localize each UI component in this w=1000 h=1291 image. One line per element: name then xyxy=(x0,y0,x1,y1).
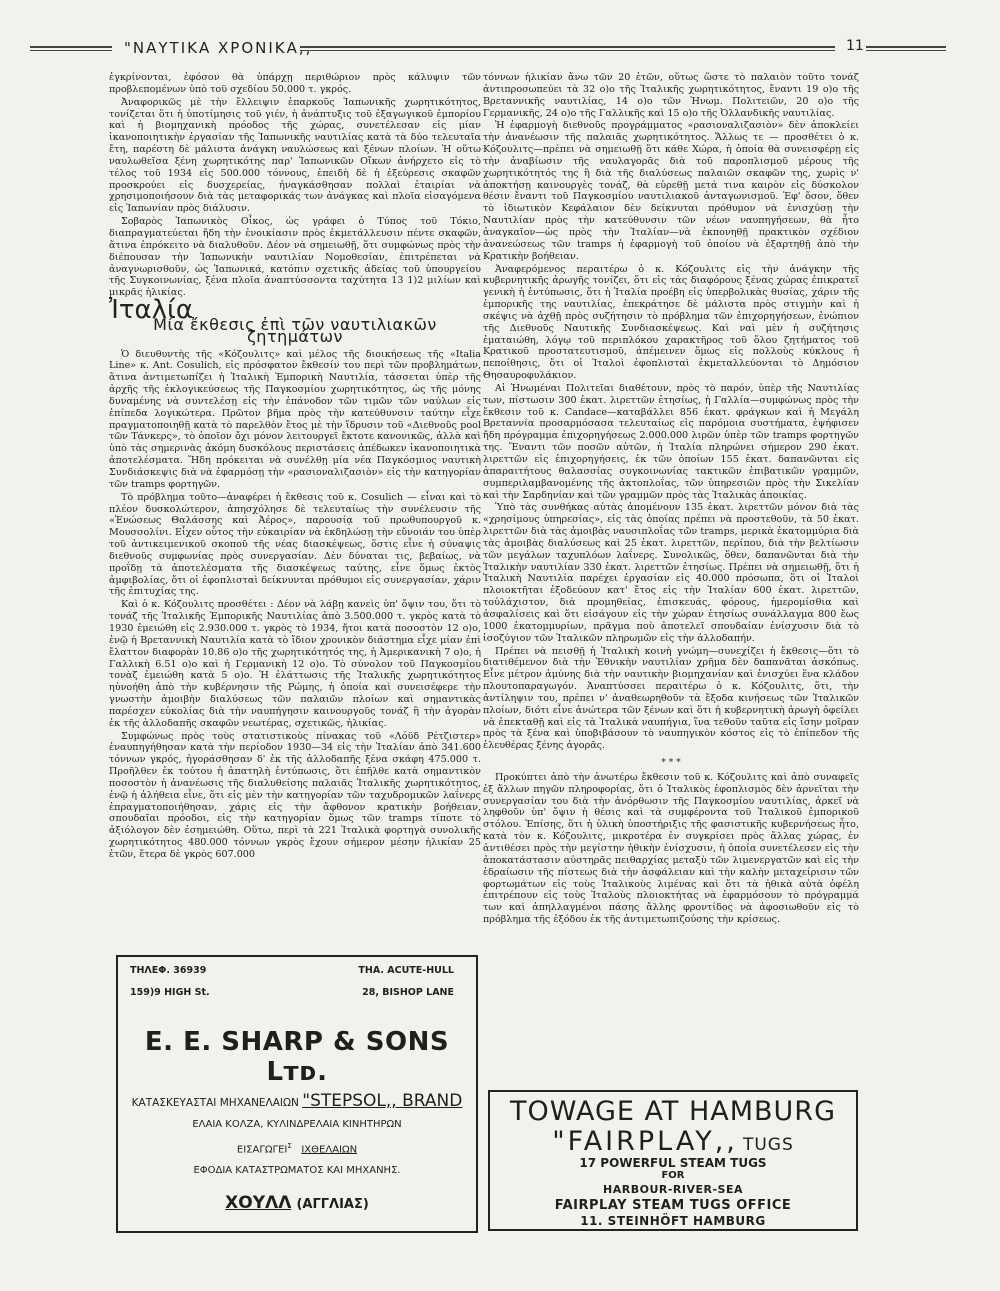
paragraph: Αἱ Ἡνωμέναι Πολιτεῖαι διαθέτουν, πρὸς τὸ παρόν, ὑπὲρ τῆς Ναυτιλίας των, πίστωσιν 300 ἑκατ. λιρεττῶν ἐτησίως, ἡ Γαλλία—συμφώνως πρὸς τὴν ἔκθεσιν τοῦ κ. Candace—καταβάλλει 856 ἑκατ. φράγκων καὶ ἡ Μεγάλη Βρεταννία προσαρμόσασα τελευταίως εἰς παρόμοια συστήματα, ἐψήφισεν ἤδη πρόγραμμα ἐπιχορηγήσεως 2.000.000 λιρῶν ὑπὲρ τῶν tramps φορτηγῶν της. Ἔναντι τῶν ποσῶν αὐτῶν, ἡ Ἰταλία πληρώνει σήμερον 290 ἑκατ. λιρεττῶν εἰς ἐπιχορηγήσεις, ἐκ τῶν ὁποίων 155 ἑκατ. δαπανῶνται εἰς ἀπαραιτήτους θαλασσίας συγκοινωνίας τακτικῶν ἐπιβατικῶν γραμμῶν, συμπεριλαμβανομένης τῆς ἀκτοπλοΐας, τῶν ὑπηρεσιῶν πρὸς τὴν Σικελίαν καὶ τὴν Σαρδηνίαν καὶ τῶν γραμμῶν πρὸς τὰς Ἰταλικὰς ἀποικίας. xyxy=(483,382,859,501)
header-rule-end xyxy=(866,46,946,51)
ad-line-imports xyxy=(118,1142,476,1155)
paragraph: Ἀναφορικῶς μὲ τὴν ἔλλειψιν ἐπαρκοῦς Ἰαπωνικῆς χωρητικότητος, τονίζεται ὅτι ἡ ὑποτίμησις τοῦ γιέν, ἡ ἀνάπτυξις τοῦ ἐξαγωγικοῦ ἐμπορίου καὶ ἡ βιομηχανικὴ πρόοδος τῆς χώρας, συνετέλεσαν εἰς μίαν ἱκανοποιητικὴν ἐργασίαν τῆς Ἰαπωνικῆς ναυτιλίας κατὰ τὰ δύο τελευταῖα ἔτη, παρέστη δὲ μάλιστα ἀνάγκη ναυλώσεως καὶ ξένων πλοίων. Ἡ οὕτω ναυλωθεῖσα ξένη χωρητικότης παρ' Ἰαπωνικῶν Οἴκων ἀνήρχετο εἰς τὸ τέλος τοῦ 1934 εἰς 500.000 τόννους, ἐπειδὴ δὲ ἡ ἐξεύρεσις σκαφῶν προσκρούει εἰς δυσχερείας, ἠναγκάσθησαν πολλαὶ ἑταιρίαι νὰ χρησιμοποιήσουν διὰ τὰς μεταφορικάς των ἀνάγκας καὶ πλοῖα εἰσαγόμενα εἰς Ἰαπωνίαν πρὸς διάλυσιν. xyxy=(109,96,481,215)
paragraph: Καὶ ὁ κ. Κόζουλιτς προσθέτει : Δέον νὰ λάβῃ κανεὶς ὑπ' ὄψιν του, ὅτι τὸ τονάζ τῆς Ἰταλικῆς Ἐμπορικῆς Ναυτιλίας ἀπὸ 3.500.000 τ. γκρὸς κατὰ τὸ 1930 ἐμειώθη εἰς 2.930.000 τ. γκρὸς τὸ 1934, ἤτοι κατὰ ποσοστὸν 12 ο)ο, ἐνῷ ἡ Βρεταννικὴ Ναυτιλία κατὰ τὸ ἴδιον χρονικὸν διάστημα εἶχε μίαν ἐπὶ ἔλαττον διαφορὰν 10.86 ο)ο τῆς χωρητικότητός της, ἡ Ἀμερικανικὴ 7 ο)ο, ἡ Γαλλικὴ 6.51 ο)ο καὶ ἡ Γερμανικὴ 12 ο)ο. Τὸ σύνολον τοῦ Παγκοσμίου τονὰζ ἐμειώθη κατὰ 5 ο)ο. Ἡ ἐλάττωσις τῆς Ἰταλικῆς χωρητικότητος ηὐνοήθη ἀπὸ τὴν κυβέρνησιν τῆς Ρώμης, ἡ ὁποία καὶ συνεισέφερε τὴν γνωστὴν ἀμοιβὴν διαλύσεως τῶν παλαιῶν πλοίων καὶ σημαντικὰς παρέσχεν εὐκολίας διὰ τὴν ναυπήγησιν καινουργοῦς τονάζ ἢ τὴν ἀγορὰν ἐκ τῆς ἀλλοδαπῆς σκαφῶν νεωτέρας, σχετικῶς, ἡλικίας. xyxy=(109,599,481,729)
ad-office-address: 11. STEINHÖFT HAMBURG xyxy=(580,1214,766,1228)
article-heading: Μία ἔκθεσις ἐπὶ τῶν ναυτιλιακῶν ζητημάτων xyxy=(153,314,437,346)
ad-harbour-river-sea: HARBOUR-RIVER-SEA xyxy=(603,1183,743,1196)
paragraph: ἐγκρίνονται, ἐφόσον θὰ ὑπάρχῃ περιθώριον πρὸς κάλυψιν τῶν προβλεπομένων ὑπὸ τοῦ σχεδίου 50.000 τ. γκρός. xyxy=(109,72,481,95)
ad-tugs-word: TUGS xyxy=(742,1135,794,1155)
ad-powerful-tugs: 17 POWERFUL STEAM TUGS xyxy=(579,1156,767,1170)
ad-footer-location xyxy=(118,1193,476,1213)
section-heading-italy: Ἰταλία xyxy=(109,295,193,326)
ad-office: FAIRPLAY STEAM TUGS OFFICE xyxy=(554,1198,792,1213)
section-separator: * * * xyxy=(661,758,681,769)
ad-towage-headline: TOWAGE AT HAMBURG xyxy=(509,1096,836,1127)
ad-street-address-right: 28, BISHOP LANE xyxy=(362,987,454,998)
advertisement-fairplay-tugs xyxy=(488,1090,858,1231)
right-column xyxy=(483,72,859,927)
paragraph: Προκύπτει ἀπὸ τὴν ἀνωτέρω ἔκθεσιν τοῦ κ. Κόζουλιτς καὶ ἀπὸ συναφεῖς ἐξ ἄλλων πηγῶν πληροφορίας, ὅτι ὁ Ἰταλικὸς ἐφοπλισμὸς δὲν ἀρνεῖται τὴν συνεργασίαν του διὰ τὴν ἀνόρθωσιν τῆς Παγκοσμίου ναυτιλίας, ἀρκεῖ νὰ ληφθοῦν ὑπ' ὄψιν ἡ θέσις καὶ τὰ συμφέροντα τοῦ Ἰταλικοῦ ἐμπορικοῦ στόλου. Ἐπίσης, ὅτι ἡ ὑλικὴ ὑποστήριξις τῆς φασιστικῆς κυβερνήσεως ἦτο, κατὰ τὸν κ. Κόζουλιτς, μικροτέρα ἐν συγκρίσει πρὸς ἄλλας χώρας, ἐν ἀντιθέσει πρὸς τὴν μεγίστην ἠθικὴν ἐνίσχυσιν, ἡ ὁποία συνετέλεσεν εἰς τὴν ἀποκατάστασιν αὐστηρᾶς πειθαρχίας μεταξὺ τῶν λιμενεργατῶν καὶ εἰς τὴν ἑδραίωσιν τῆς πίστεως διὰ τὴν ἀσφάλειαν καὶ τὴν καλὴν μεταχείρισιν τῶν φορτωμάτων εἰς τοὺς Ἰταλικοὺς λιμένας καὶ ὅτι τὰ ἠθικὰ αὐτὰ ὀφέλη ἐπιτρέπουν εἰς τοὺς Ἰταλοὺς πλοιοκτήτας νὰ ἐφαρμόσουν τὸ πρόγραμμά των καὶ ἀπηλλαγμένοι πάσης ἄλλης φροντίδος νὰ ἀφοσιωθοῦν εἰς τὸ πρόβλημα τῆς ἐξόδου ἐκ τῆς ἀντιμετωπιζούσης τὴν κρίσεως. xyxy=(483,771,859,926)
paragraph: Ὑπὸ τὰς συνθήκας αὐτὰς ἀπομένουν 135 ἑκατ. λιρεττῶν μόνον διὰ τὰς «χρησίμους ὑπηρεσίας», εἰς τὰς ὁποίας πρέπει νὰ προστεθοῦν, τὰ 50 ἑκατ. λιρεττῶν διὰ τὰς ἀμοιβὰς ναυσιπλοΐας τῶν tramps, μερικὰ ἑκατομμύρια διὰ τὰς ἀμοιβὰς διαλύσεως καὶ 25 ἑκατ. λιρεττῶν, περίπου, διὰ τὴν βελτίωσιν τῶν μεγάλων ταχυπλόων λαΐνερς. Συνολικῶς, ὅθεν, δαπανῶνται διὰ τὴν Ἰταλικὴν ναυτιλίαν 330 ἑκατ. λιρεττῶν ἐτησίως. Πρέπει νὰ σημειωθῇ, ὅτι ἡ Ἰταλικὴ Ναυτιλία παρέχει ἐργασίαν εἰς 40.000 πρόσωπα, ὅτι οἱ Ἰταλοὶ πλοιοκτῆται ἐξοδεύουν κατ' ἔτος εἰς τὴν Ἰταλίαν 600 ἑκατ. λιρεττῶν, τοὐλάχιστον, διὰ προμηθείας, ἐπισκευάς, φόρους, ἠμερομίσθια καὶ ἀσφαλίσεις καὶ ὅτι εἰσάγουν εἰς τὴν χώραν ἐτησίως συνάλλαγμα 800 ἕως 1000 ἑκατομμυρίων, πρᾶγμα ποὺ ἀποτελεῖ σπουδαίαν ἐνίσχυσιν διὰ τὸ ἰσοζύγιον τῶν Ἰταλικῶν πληρωμῶν εἰς τὴν ἀλλοδαπήν. xyxy=(483,502,859,644)
ad-fairplay-name: "FAIRPLAY,, xyxy=(552,1126,738,1157)
paragraph: Ἀναφερόμενος περαιτέρω ὁ κ. Κόζουλιτς εἰς τὴν ἀνάγκην τῆς κυβερνητικῆς ἀρωγῆς τονίζει, ὅτι εἰς τὰς διαφόρους ξένας χώρας ἐπικρατεῖ γενικὴ ἡ ἐντύπωσις, ὅτι ἡ Ἰταλία προέβη εἰς ὑπερβολικὰς θυσίας, χάριν τῆς ἐμπορικῆς της ναυτιλίας, ἐπεκράτησε δὲ μάλιστα πρὸς στιγμὴν καὶ ἡ σκέψις νὰ ἀχθῇ πρὸς συζήτησιν τὸ πρόβλημα τῶν ἐπιχορηγήσεων, ἐνώπιον τῆς Διεθνοῦς Ναυτικῆς Συνδιασκέψεως. Καὶ ναὶ μὲν ἡ συζήτησις ἐματαιώθη, λόγῳ τοῦ περιπλόκου χαρακτῆρος τοῦ ὅλου ζητήματος τοῦ Κρατικοῦ προστατευτισμοῦ, ἀπέμεινεν ὅμως εἰς πολλοὺς κύκλους ἡ πεποίθησις, ὅτι οἱ Ἰταλοὶ ἐφοπλισταὶ ἐκμεταλλεύονται τὸ Δημόσιον Θησαυροφυλάκιον. xyxy=(483,263,859,382)
ad-line-oils: ΕΛΑΙΑ ΚΟΛΖΑ, ΚΥΛΙΝΔΡΕΛΑΙΑ ΚΙΝΗΤΗΡΩΝ xyxy=(192,1119,402,1130)
paragraph: τόννων ἡλικίαν ἄνω τῶν 20 ἐτῶν, οὕτως ὥστε τὸ παλαιὸν τοῦτο τονάζ ἀντιπροσωπεύει τὰ 32 ο)ο τῆς Ἰταλικῆς χωρητικότητος, ἔναντι 19 ο)ο τῆς Βρεταννικῆς ναυτιλίας, 14 ο)ο τῶν Ἡνωμ. Πολιτειῶν, 20 ο)ο τῆς Γερμανικῆς, 24 ο)ο τῆς Γαλλικῆς καὶ 15 ο)ο τῆς Ὀλλανδικῆς ναυτιλίας. xyxy=(483,72,859,119)
ad-country: (ΑΓΓΛΙΑΣ) xyxy=(296,1197,369,1212)
ad-city: ΧΟΥΛΛ xyxy=(225,1193,292,1213)
ad-brand-name: "STEPSOL,, BRAND xyxy=(302,1091,463,1111)
paragraph: Σοβαρὸς Ἰαπωνικὸς Οἶκος, ὡς γράφει ὁ Τύπος τοῦ Τόκιο, διαπραγματεύεται ἤδη τὴν ἐνοικίασιν πρὸς ἐκμετάλλευσιν πέντε σκαφῶν, ἅτινα ἐπρόκειτο νὰ διαλυθοῦν. Δέον νὰ σημειωθῇ, ὅτι συμφώνως πρὸς τὴν διέπουσαν τὴν Ἰαπωνικὴν ναυτιλίαν Νομοθεσίαν, ἐπιτρέπεται νὰ ἀναγνωρισθοῦν, ὡς Ἰαπωνικά, κατόπιν σχετικῆς ἀδείας τοῦ ὑπουργείου τῆς Συγκοινωνίας, ξένα πλοῖα ἀναπτύσσοντα ταχύτητα 13 1)2 μιλίων καὶ μικρᾶς ἡλικίας. xyxy=(109,216,481,299)
advertisement-sharp-sons xyxy=(116,955,478,1233)
header-rule-left xyxy=(30,46,112,51)
paragraph: Ὁ διευθυντὴς τῆς «Κόζουλιτς» καὶ μέλος τῆς διοικήσεως τῆς «Italia Line» κ. Ant. Cosulich, εἰς πρόσφατον ἔκθεσίν του περὶ τῶν προβλημάτων, ἅτινα ἀντιμετωπίζει ἡ Ἰταλικὴ Ἐμπορικὴ Ναυτιλία, τάσσεται ὑπὲρ τῆς ἀρχῆς τῆς ἐκλογικεύσεως τῆς Παγκοσμίου χωρητικότητος, ὡς τῆς μόνης δυναμένης νὰ συντελέσῃ εἰς τὴν ἐπάνοδον τῶν τιμῶν τῶν ναύλων εἰς ἐπίπεδα λογικώτερα. Πρῶτον βῆμα πρὸς τὴν κατεύθυνσιν ταύτην εἶχε πραγματοποιηθῇ κατὰ τὸ παρελθὸν ἔτος μὲ τὴν ἵδρυσιν τοῦ «Διεθνοῦς pool τῶν Τάνκερς», τὸ ὁποῖον ὄχι μόνον λειτουργεῖ ἔκτοτε κανονικῶς, ἀλλὰ καὶ ὑπὸ τὰς σημερινὰς ἀκόμη δυσκόλους περιστάσεις ἀπέδωκεν ἱκανοποιητικὰ ἀποτελέσματα. Ἤδη πρόκειται νὰ συνέλθῃ μία νέα Παγκόσμιος ναυτικὴ Συνδιάσκεψις διὰ νὰ ἐφαρμόσῃ τὴν «ρασιοναλιζασιὸν» εἰς τὴν κατηγορίαν τῶν tramps φορτηγῶν. xyxy=(109,348,481,490)
ad-telegraph-address: THA. ACUTE-HULL xyxy=(358,965,454,976)
ad-line-imports-sup: Σ xyxy=(287,1142,292,1150)
ad-company-name: E. E. SHARP & SONS Lᴛᴅ. xyxy=(144,1027,450,1087)
paragraph: Τὸ πρόβλημα τοῦτο—ἀναφέρει ἡ ἔκθεσις τοῦ κ. Cosulich — εἶναι καὶ τὸ πλέον δυσκολώτερον, ἀπησχόλησε δὲ τελευταίως τὴν συνέλευσιν τῆς «Ἑνώσεως Θαλάσσης καὶ Ἀέρος», παρουσίᾳ τοῦ πρωθυπουργοῦ κ. Μουσσολίνι. Εἶχεν οὗτος τὴν εὐκαιρίαν νὰ ἐκδηλώσῃ τὴν εὔνοιάν του ὑπὲρ τοῦ ἀντικειμενικοῦ σκοποῦ τῆς νέας διασκέψεως, ὅστις εἶνε ἡ σύναψις διεθνοῦς συμφωνίας πρὸς συνεργασίαν. Δὲν δύναται τις, βεβαίως, νὰ προΐδῃ τὰ ἀποτελέσματα τῆς διασκέψεως ταύτης, εἶνε ὅμως ἐκτὸς ἀμφιβολίας, ὅτι οἱ ἐφοπλισταὶ δείκνυνται πρόθυμοι εἰς συνεργασίαν, χάριν τῆς ἐπιτυχίας της. xyxy=(109,491,481,598)
ad-line-manufacturers xyxy=(118,1091,476,1111)
ad-line-imports-text: ΕΙΣΑΓΩΓΕΙ xyxy=(236,1144,288,1156)
ad-street-address-left: 159)9 HIGH St. xyxy=(130,987,210,998)
ad-line-fish-oils: ΙΧΘΕΛΑΙΩΝ xyxy=(301,1144,358,1156)
paragraph: Πρέπει νὰ πεισθῇ ἡ Ἰταλικὴ κοινὴ γνώμη—συνεχίζει ἡ ἔκθεσις—ὅτι τὸ διατιθέμενον διὰ τὴν Ἐθνικὴν ναυτιλίαν χρῆμα δὲν δαπανᾶται ἀσκόπως. Εἶνε μέτρον ἀμύνης διὰ τὴν ναυτικὴν βιομηχανίαν καὶ ἐνισχύει ἕνα κλάδον πλουτοπαραγωγόν. Ἀναπτύσσει περαιτέρω ὁ κ. Κόζουλιτς, ὅτι, τὴν ἀντίληψιν του, πρέπει ν' ἀναθεωρηθοῦν τὰ ἔξοδα κινήσεως τῶν Ἰταλικῶν πλοίων, διότι εἶνε ἀνώτερα τῶν ξένων καὶ ὅτι ἡ κυβερνητικὴ ἀρωγὴ ὀφείλει νὰ ἐπεκταθῇ καὶ εἰς τὰ Ἰταλικὰ ναυπήγια, ἵνα τεθοῦν ταῦτα εἰς ἴσην μοῖραν πρὸς τὰ ξένα καὶ ὑποβιβάσουν τὸ ναυπηγικὸν κόστος εἰς τὸ ἐπίπεδον τῆς ἐλευθέρας ξένης ἀγορᾶς. xyxy=(483,645,859,752)
ad-for: FOR xyxy=(661,1170,685,1181)
page-number: 11 xyxy=(846,38,864,54)
ad-telephone: ΤΗΛΕΦ. 36939 xyxy=(130,965,207,976)
ad-line-supplies: ΕΦΟΔΙΑ ΚΑΤΑΣΤΡΩΜΑΤΟΣ ΚΑΙ ΜΗΧΑΝΗΣ. xyxy=(193,1165,401,1176)
paragraph: Ἡ ἐφαρμογὴ διεθνοῦς προγράμματος «ρασιοναλιζασιὸν» δὲν ἀποκλείει τὴν ἀνανέωσιν τῆς παλαιᾶς χωρητικότητος. Ἄλλως τε — προσθέτει ὁ κ. Κόζουλιτς—πρέπει νὰ σημειωθῇ ὅτι κάθε Χώρα, ἡ ὁποία θὰ συνεισφέρῃ εἰς τὴν ἀναβίωσιν τῆς ναυλαγορᾶς διὰ τοῦ παροπλισμοῦ μέρους τῆς χωρητικότητός της ἢ διὰ τῆς διαλύσεως παλαιῶν σκαφῶν της, χωρὶς ν' ἀποκτήσῃ καινουργὲς τονάζ, θὰ εὑρεθῇ μετά τινα καιρὸν εἰς δύσκολον θέσιν ἔναντι τοῦ Παγκοσμίου ναυτιλιακοῦ ἀνταγωνισμοῦ. Ἐφ' ὅσον, ὅθεν τὸ ἰδιωτικὸν Κεφάλαιον δὲν δείκνυται πρόθυμον νὰ ἐνισχύσῃ τὴν Ναυτιλίαν πρὸς τὴν κατεύθυνσιν τῶν νέων ναυπηγήσεων, θὰ ἦτο ἀναγκαῖον—ὡς πρὸς τὴν Ἰταλίαν—νὰ ἐκπονηθῇ πρακτικὸν σχέδιον ἀνανεώσεως τῶν tramps ἡ ἐφαρμογὴ τοῦ ὁποίου νὰ ἐξαρτηθῇ ἀπὸ τὴν Κρατικὴν βοήθειαν. xyxy=(483,120,859,262)
paragraph: Συμφώνως πρὸς τοὺς στατιστικοὺς πίνακας τοῦ «Λόϋδ Ρέτζιστερ» ἐναυπηγήθησαν κατὰ τὴν περίοδον 1930—34 εἰς τὴν Ἰταλίαν ἀπὸ 341.600 τόννων γκρός, ἠγοράσθησαν δ' ἐκ τῆς ἀλλοδαπῆς ξένα σκάφη 475.000 τ. Προῆλθεν ἐκ τούτου ἡ ἀπατηλὴ ἐντύπωσις, ὅτι ἐπῆλθε κατὰ σημαντικὸν ποσοστὸν ἡ ἀνανέωσις τῆς διαλυθείσης παλαιᾶς Ἰταλικῆς χωρητικότητος, ἐνῷ ἡ ἀλήθεια εἶνε, ὅτι εἰς μὲν τὴν κατηγορίαν τῶν ταχυδρομικῶν λαΐνερς ἐπραγματοποιήθησαν, χάρις εἰς τὴν ἄφθονον κρατικὴν βοήθειαν, σπουδαῖαι πρόοδοι, εἰς τὴν κατηγορίαν ὅμως τῶν tramps τίποτε τὸ ἀξιόλογον δὲν ἐσημειώθη. Οὕτω, περὶ τὰ 221 Ἰταλικὰ φορτηγὰ συνολικῆς χωρητικότητος 480.000 τόννων γκρὸς ἔχουν σήμερον μέσην ἡλικίαν 25 ἐτῶν, ἕτερα δὲ γκρὸς 607.000 xyxy=(109,730,481,860)
page-header-title: "ΝΑΥΤΙΚΑ ΧΡΟΝΙΚΑ,, xyxy=(124,39,313,57)
left-column xyxy=(109,72,481,862)
header-rule-right xyxy=(300,46,835,51)
ad-fairplay-line xyxy=(490,1126,856,1157)
ad-line-manufacturers-text: ΚΑΤΑΣΚΕΥΑΣΤΑΙ ΜΗΧΑΝΕΛΑΙΩΝ xyxy=(131,1097,303,1109)
